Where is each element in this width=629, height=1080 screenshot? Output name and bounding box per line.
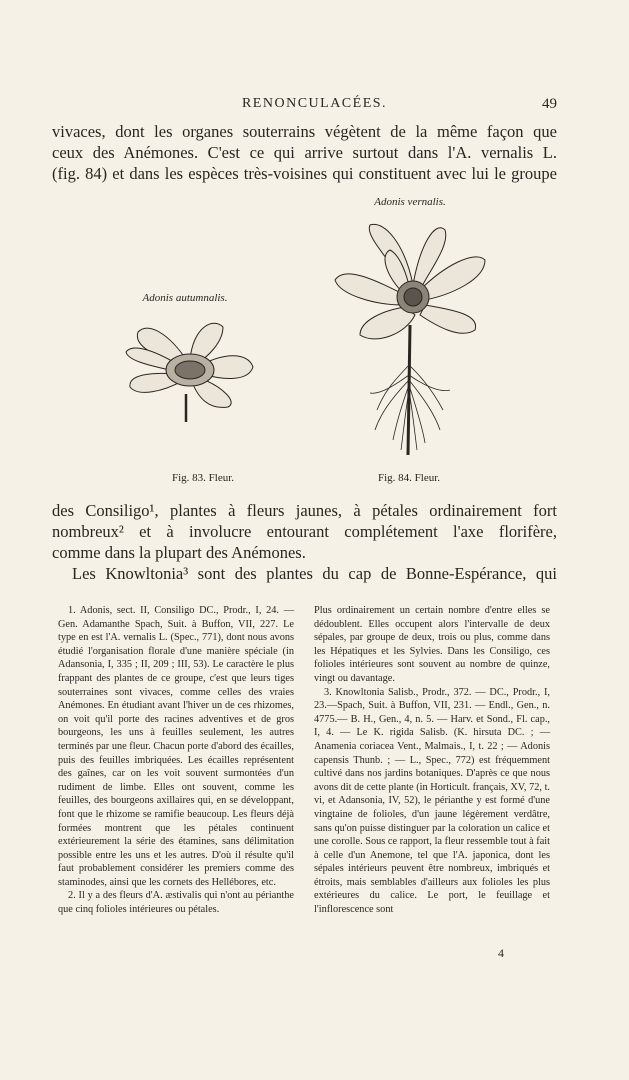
figure-83-caption: Fig. 83. Fleur. [172,472,235,484]
adonis-vernalis-illustration [325,215,495,465]
main-paragraph [52,500,557,584]
text-line: (fig. 84) et dans les espèces très-voisines qui constituent avec lui le groupe [52,164,557,183]
footnote-3: 3. Knowltonia Salisb., Prodr., 372. — DC., Prodr., I, 23.—Spach, Suit. à Buffon, VII, 231. — Endl., Gen., n. 4775.— B. H., Gen., 4, n. 5. — Harv. et Sond., Fl. cap., I, 4. — Le K. rigida Salisb. (K. hirsuta DC. ; — Anamenia coriacea Vent., Malmais., I, t. 22 ; — Adonis capensis Thunb. ; — L., Spec., 772) est fréquemment cultivé dans nos jardins botaniques. D'après ce que nous avons dit de cette plante (in Horticult. français, XV, 72, t. vi, et Adansonia, IV, 52), le périanthe y est formé d'une vingtaine de folioles, d'un jaune légèrement verdâtre, sans qu'on puisse distinguer par la coloration un calice et une corolle. Sous ce rapport, la fleur ressemble tout à fait à celle d'un Anemone, tel que l'A. japonica, dont les sépales intérieurs peuvent être nombreux, imbriqués et étroits, mais semblables d'ailleurs aux folioles les plus extérieures du calice. Le port, le feuillage et l'inflorescence sont [314,686,550,916]
figure-84-title: Adonis vernalis. [374,196,446,208]
text-line: nombreux² et à involucre entourant complétement l'axe florifère, [52,522,557,541]
text-line: Les Knowltonia³ sont des plantes du cap de Bonne-Espérance, qui [72,564,557,583]
footnote-1: 1. Adonis, sect. II, Consiligo DC., Prodr., I, 24. — Gen. Adamanthe Spach, Suit. à Buffon, VII, 227. Le type en est l'A. vernalis L. (Spec., 771), dont nous avons étudié l'organisation florale d'une manière spéciale (in Adansonia, I, 335 ; II, 209 ; III, 53). Le caractère le plus frappant des plantes de ce groupe, c'est que leurs tiges souterraines sont vivaces, comme celles des vraies Anémones. En étudiant avant l'hiver un de ces rhizomes, on voit qu'il porte des racines adventives et de gros bourgeons, les uns à feuilles seulement, les autres terminés par une fleur. Chacun porte d'abord des écailles, puis des feuilles imbriquées. Les écailles représentent des gaînes, car on les voit souvent surmontées d'un rudiment de limbe. Elles ont souvent, comme les feuilles, des bourgeons axillaires qui, en se développant, font que le rhizome se ramifie beaucoup. Les fleurs déjà formées montrent que les pétales continuent extérieurement la série des étamines, sans délimitation possible entre les uns et les autres. D'où il résulte qu'il faut probablement considérer les premiers comme des staminodes, ainsi que les cornets des Hellébores, etc. [58,605,294,888]
signature-mark: 4 [498,946,504,960]
running-title: RENONCULACÉES. [241,96,388,111]
figure-83-title: Adonis autumnalis. [142,292,228,304]
footnote-2: 2. Il y a des fleurs d'A. æstivalis qui n'ont au périanthe que cinq folioles intérieures ou pétales. [58,890,294,916]
footnote-2-continued: Plus ordinairement un certain nombre d'entre elles se dédoublent. Elles occupent alors l'intervalle de deux sépales, par groupe de deux, trois ou plus, comme dans les Hépatiques et les Sylvies. Dans les Consiligo, ces folioles intérieures sont souvent au nombre de quinze, vingt ou davantage. [314,605,550,684]
text-line: des Consiligo¹, plantes à fleurs jaunes, à pétales ordinairement fort [52,501,557,520]
text-line: vivaces, dont les organes souterrains végètent de la même façon que [52,122,557,141]
intro-paragraph [52,121,557,184]
figure-84-caption: Fig. 84. Fleur. [378,472,441,484]
adonis-autumnalis-illustration [118,312,258,427]
footnotes-right-column [314,604,550,917]
text-line: comme dans la plupart des Anémones. [52,543,306,562]
page-number: 49 [542,96,557,112]
text-line: ceux des Anémones. C'est ce qui arrive surtout dans l'A. vernalis L. [52,143,557,162]
running-head [0,96,629,116]
footnotes-left-column [58,604,294,917]
